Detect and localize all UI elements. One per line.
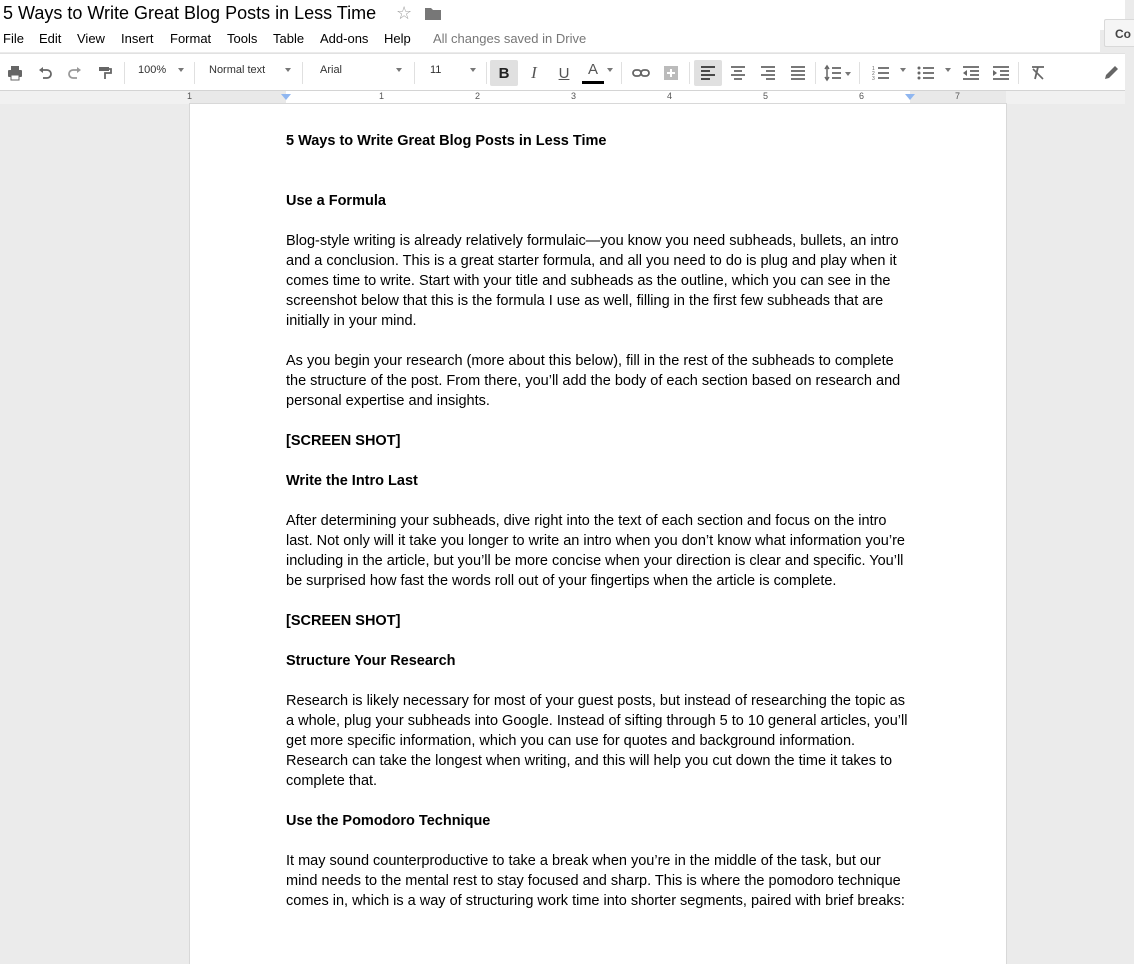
chevron-down-icon [900, 68, 906, 72]
menu-help[interactable]: Help [384, 31, 411, 46]
ruler-number: 3 [571, 91, 577, 101]
paragraph: Research is likely necessary for most of your guest posts, but instead of researching the topic as a whole, plug your subheads into Google. Instead of sifting through 5 to 10 general articles, you’ll get more specific information, which you can use for quotes and background information. Research can take the longest when writing, and this will help you cut down the time it takes to complete that. [286, 693, 908, 789]
paragraph: It may sound counterproductive to take a break when you’re in the middle of the task, but our mind needs to the mental rest to stay focused and sharp. This is where the pomodoro technique comes in, which is a way of structuring work time into shorter segments, paired with brief breaks: [286, 853, 905, 909]
paragraph: After determining your subheads, dive right into the text of each section and focus on the intro last. Not only will it take you longer to write an intro when you don’t know what information you’re including in the article, but you’ll be more concise when your direction is clear and specific. You’ll be surprised how fast the words roll out of your fingertips when the article is complete. [286, 513, 905, 589]
separator [414, 62, 415, 84]
text-color-label: A [587, 61, 598, 78]
share-button[interactable]: Co [1104, 19, 1134, 47]
print-icon [7, 65, 23, 81]
chevron-down-icon [178, 68, 184, 72]
align-center-button[interactable] [725, 60, 751, 86]
screenshot-placeholder: [SCREEN SHOT] [286, 433, 401, 449]
align-left-icon [700, 66, 716, 80]
line-spacing-button[interactable] [820, 60, 846, 86]
numbered-list-button[interactable] [868, 60, 894, 86]
left-indent-marker[interactable] [281, 94, 291, 100]
chevron-down-icon [285, 68, 291, 72]
bulleted-list-button[interactable] [913, 60, 939, 86]
document-heading: 5 Ways to Write Great Blog Posts in Less Time [286, 133, 607, 149]
chevron-down-icon [945, 68, 951, 72]
justify-icon [790, 66, 806, 80]
ruler-number: 5 [763, 91, 769, 101]
comment-icon [663, 65, 679, 81]
document-title[interactable]: 5 Ways to Write Great Blog Posts in Less Time [3, 3, 377, 23]
paint-format-button[interactable] [92, 60, 118, 86]
section-heading: Write the Intro Last [286, 473, 418, 489]
toolbar [0, 53, 1125, 91]
menu-addons[interactable]: Add-ons [320, 31, 369, 46]
chevron-down-icon [607, 68, 613, 72]
section-heading: Structure Your Research [286, 653, 456, 669]
chevron-down-icon [470, 68, 476, 72]
screenshot-placeholder: [SCREEN SHOT] [286, 613, 401, 629]
section-heading: Use a Formula [286, 193, 386, 209]
increase-indent-icon [992, 66, 1010, 80]
clear-formatting-icon [1030, 65, 1046, 81]
style-select[interactable]: Normal text [209, 64, 266, 76]
separator [302, 62, 303, 84]
save-status[interactable]: All changes saved in Drive [433, 31, 587, 46]
print-button[interactable] [2, 60, 28, 86]
section-heading: Use the Pomodoro Technique [286, 813, 491, 829]
right-indent-marker[interactable] [905, 94, 915, 100]
document-body[interactable] [286, 131, 912, 931]
link-button[interactable] [628, 60, 654, 86]
menu-tools[interactable]: Tools [227, 31, 258, 46]
align-left-button[interactable] [694, 60, 722, 86]
redo-icon [67, 65, 83, 81]
svg-text:3: 3 [872, 76, 875, 82]
paragraph: As you begin your research (more about this below), fill in the rest of the subheads to complete the structure of the post. From there, you’ll add the body of each section based on research and personal expertise and insights. [286, 353, 901, 409]
menu-view[interactable]: View [77, 31, 105, 46]
separator [124, 62, 125, 84]
separator [815, 62, 816, 84]
align-right-button[interactable] [755, 60, 781, 86]
ruler [0, 91, 1125, 104]
menu-insert[interactable]: Insert [121, 31, 154, 46]
chevron-down-icon [845, 72, 851, 76]
menu-edit[interactable]: Edit [39, 31, 62, 46]
menu-format[interactable]: Format [170, 31, 212, 46]
decrease-indent-button[interactable] [958, 60, 984, 86]
link-icon [632, 67, 650, 79]
ruler-number: 1 [187, 91, 193, 101]
undo-button[interactable] [32, 60, 58, 86]
ruler-number: 7 [955, 91, 961, 101]
redo-button[interactable] [62, 60, 88, 86]
font-select[interactable]: Arial [320, 64, 343, 76]
add-comment-button[interactable] [658, 60, 684, 86]
separator [1018, 62, 1019, 84]
undo-icon [37, 65, 53, 81]
decrease-indent-icon [962, 66, 980, 80]
increase-indent-button[interactable] [988, 60, 1014, 86]
ruler-number: 4 [667, 91, 673, 101]
text-color-swatch [582, 81, 604, 84]
numbered-list-icon [872, 65, 890, 81]
ruler-number: 1 [379, 91, 385, 101]
italic-button[interactable]: I [531, 63, 537, 82]
line-spacing-icon [824, 65, 842, 81]
ruler-track [190, 91, 1006, 104]
paragraph: Blog-style writing is already relatively formulaic—you know you need subheads, bullets, an intro and a conclusion. This is a great starter formula, and all you need to do is plug and play when it comes time to write. Start with your title and subheads as the outline, which you can see in the screenshot below that this is the formula I use as well, filling in the first few subheads that are initially in your mind. [286, 233, 899, 329]
separator [689, 62, 690, 84]
ruler-number: 6 [859, 91, 865, 101]
zoom-select[interactable]: 100% [138, 64, 167, 76]
separator [486, 62, 487, 84]
underline-button[interactable]: U [558, 64, 570, 82]
align-center-icon [730, 66, 746, 80]
svg-text:2: 2 [872, 71, 875, 77]
document-page[interactable] [190, 104, 1006, 964]
star-icon[interactable]: ☆ [396, 3, 413, 23]
align-right-icon [760, 66, 776, 80]
ruler-number: 2 [475, 91, 481, 101]
folder-icon[interactable] [425, 7, 441, 20]
font-size-select[interactable]: 11 [430, 64, 442, 76]
svg-text:1: 1 [872, 66, 875, 72]
separator [194, 62, 195, 84]
paint-format-icon [97, 65, 113, 81]
menu-table[interactable]: Table [273, 31, 305, 46]
edit-mode-pencil-icon[interactable] [1103, 63, 1121, 81]
ruler-left-margin [190, 91, 286, 104]
bold-button[interactable]: B [490, 60, 518, 86]
separator [859, 62, 860, 84]
menu-bar [0, 30, 1100, 52]
chevron-down-icon [396, 68, 402, 72]
bulleted-list-icon [917, 65, 935, 81]
menu-file[interactable]: File [3, 31, 24, 46]
separator [621, 62, 622, 84]
clear-formatting-button[interactable] [1025, 60, 1051, 86]
justify-button[interactable] [785, 60, 811, 86]
